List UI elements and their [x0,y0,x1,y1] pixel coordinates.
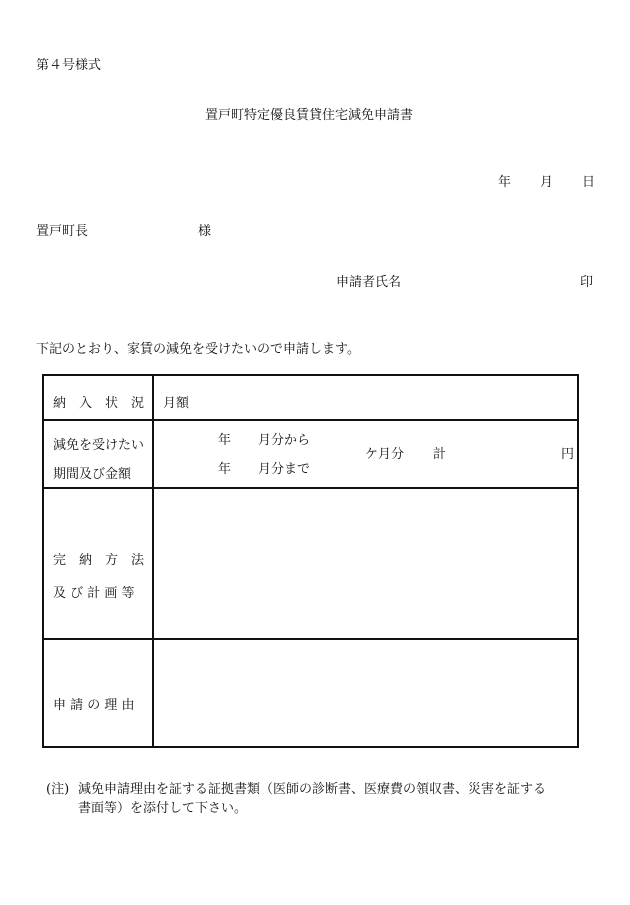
to-year-label: 年 [218,462,232,477]
date-year-label: 年 [498,175,512,190]
label-reason: 申 請 の 理 由 [43,639,153,747]
label-payment-plan: 完 納 方 法 及 び 計 画 等 [43,488,153,639]
yen-label: 円 [561,447,575,462]
monthly-amount-label: 月額 [163,396,190,411]
period-amount-field[interactable] [153,420,578,488]
date-month-label: 月 [540,175,554,190]
months-count-label: ケ月分 [365,447,405,462]
addressee-honorific: 様 [198,224,212,239]
row-reason [43,639,578,747]
row-payment-plan [43,488,578,639]
application-table [42,374,579,748]
intro-text: 下記のとおり、家賃の減免を受けたいので申請します。 [36,342,360,357]
applicant-name-label: 申請者氏名 [336,275,402,290]
note-line-2: 書面等）を添付して下さい。 [78,801,248,816]
note-marker: (注) [46,782,70,797]
payment-plan-field[interactable] [153,488,578,639]
reason-field[interactable] [153,639,578,747]
total-label: 計 [433,447,447,462]
row-period-amount [43,420,578,488]
addressee-name: 置戸町長 [36,224,89,239]
from-month-label: 月分から [258,433,311,448]
row-payment-status [43,375,578,420]
label-payment-status: 納 入 状 況 [43,375,153,420]
date-day-label: 日 [582,175,596,190]
note-line-1: 減免申請理由を証する証拠書類（医師の診断書、医療費の領収書、災害を証する [78,782,547,797]
seal-mark: 印 [580,275,594,290]
document-title: 置戸町特定優良賃貸住宅減免申請書 [205,108,414,123]
label-period-amount: 減免を受けたい 期間及び金額 [43,420,153,488]
from-year-label: 年 [218,433,232,448]
to-month-label: 月分まで [258,462,311,477]
form-number: 第４号様式 [36,58,102,73]
monthly-amount-field[interactable] [153,375,578,420]
